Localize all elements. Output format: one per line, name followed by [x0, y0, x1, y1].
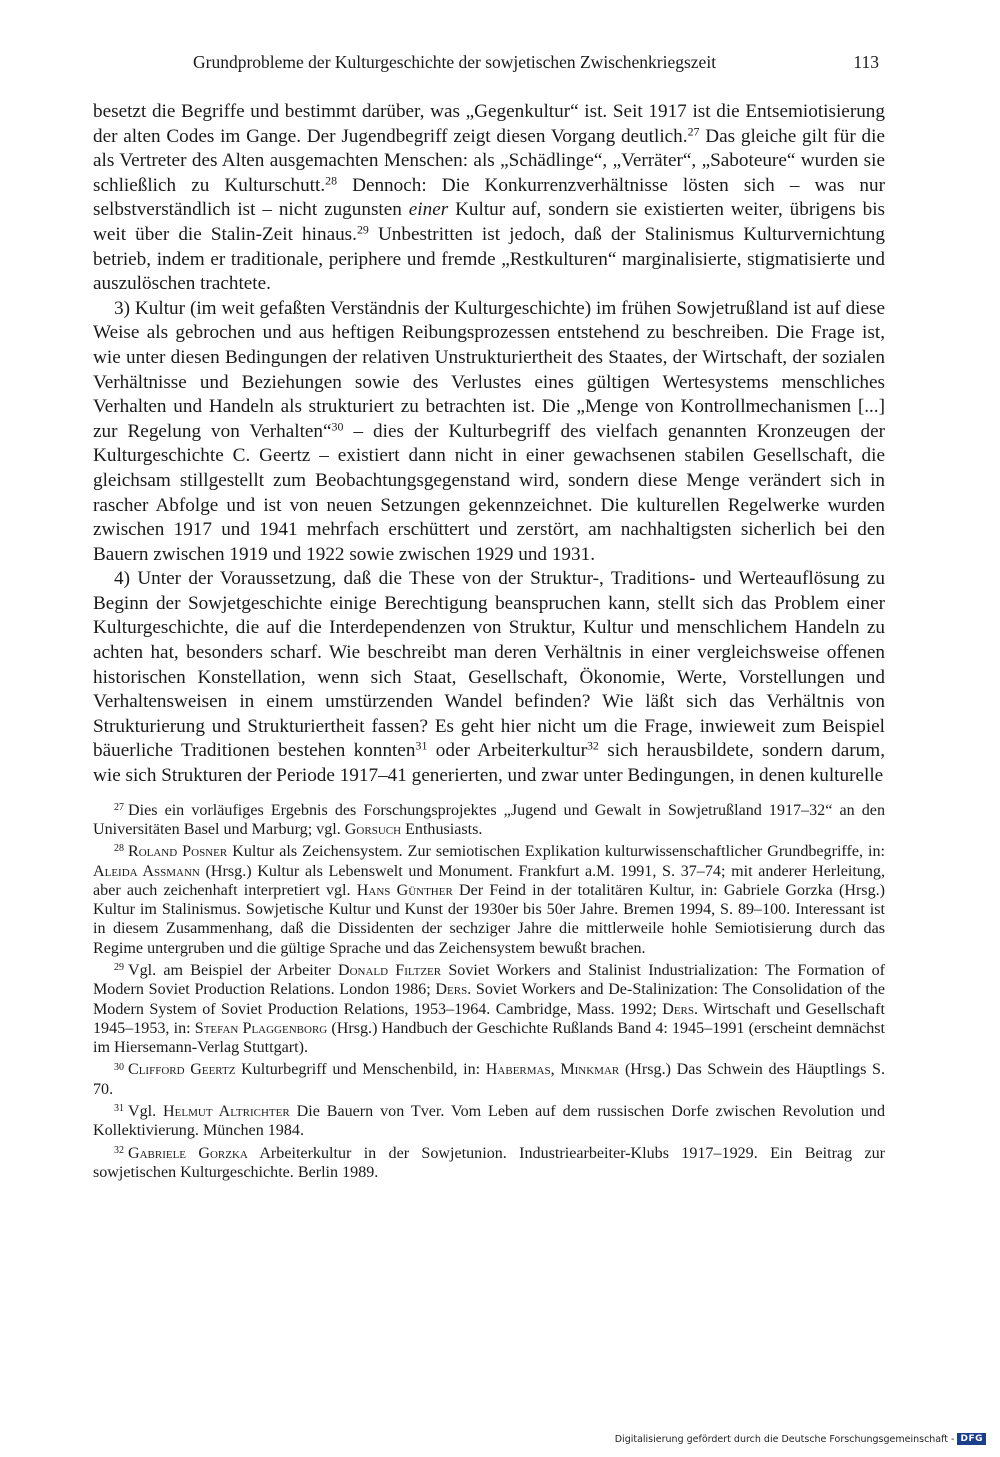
- text-run: Dennoch: Die Konkurrenzverhältnisse lösten sich – was nur selbstverständlich ist – nicht zugunsten: [93, 174, 885, 221]
- running-header: [93, 52, 885, 82]
- footnote-number: 27: [114, 801, 124, 813]
- footnote: [93, 1102, 885, 1141]
- text-run: Arbeiterkultur in der Sowjetunion. Industriearbeiter-Klubs 1917–1929. Ein Beitrag zur sowjetischen Kulturgeschichte. Berlin 1989.: [93, 1144, 885, 1181]
- text-run: 4) Unter der Voraussetzung, daß die These von der Struktur-, Traditions- und Werteauflösung zu Beginn der Sowjetgeschichte einige Berechtigung beanspruchen kann, stellt sich das Problem einer Kulturgeschichte, die auf die Interdependenzen von Struktur, Kultur und menschlichem Handeln zu achten hat, besonders scharf. Wie beschreibt man deren Verhältnis in einer vergleichsweise offenen historischen Konstellation, wenn sich Staat, Gesellschaft, Ökonomie, Werte, Vorstellungen und Verhaltensweisen in einem umstürzenden Wandel befinden? Wie läßt sich das Verhältnis von Strukturierung und Strukturiertheit fassen? Es geht hier nicht um die Frage, inwieweit zum Beispiel bäuerliche Traditionen bestehen konnten: [93, 568, 885, 762]
- text-run: besetzt die Begriffe und bestimmt darüber, was „Gegenkultur“ ist. Seit 1917 ist die Entsemiotisierung der alten Codes im Gange. Der Jugendbegriff zeigt diesen Vorgang deutlich.: [93, 101, 885, 147]
- footnotes: [93, 801, 885, 1183]
- body-text: [93, 100, 885, 789]
- author-name: Habermas, Minkmar: [485, 1061, 620, 1079]
- emphasis: einer: [408, 199, 449, 221]
- text-run: Unbestritten ist jedoch, daß der Stalinismus Kulturvernichtung betrieb, indem er traditionale, periphere und fremde „Restkulturen“ marginalisierte, stigmatisierte und auszulöschen trachtete.: [93, 223, 885, 295]
- footnote-number: 31: [114, 1103, 124, 1115]
- text-run: Wirtschaft und Gesellschaft 1945–1953, in:: [93, 1000, 885, 1037]
- dfg-logo: DFG: [957, 1433, 986, 1445]
- author-name: Donald Filtzer: [337, 962, 442, 979]
- text-run: Dies ein vorläufiges Ergebnis des Forschungsprojektes „Jugend und Gewalt in Sowjetrußland 1917–32“ an den Universitäten Basel und Marburg; vgl.: [93, 801, 885, 838]
- text-run: sich herausbildete, sondern darum, wie sich Strukturen der Periode 1917–41 generierten, und zwar unter Bedingungen, in denen kulturelle: [93, 740, 885, 787]
- text-run: oder Arbeiterkultur: [427, 740, 587, 762]
- text-run: Enthusiasts.: [401, 820, 483, 838]
- digitization-footer: [615, 1433, 986, 1445]
- text-run: Der Feind in der totalitären Kultur, in: Gabriele Gorzka (Hrsg.) Kultur im Stalinismus. Sowjetische Kultur und Kunst der 1930er bis 50er Jahre. Bremen 1994, S. 89–100. Interessant ist in diesem Zusammenhang, daß die Dissidenten der sechziger Jahre die mittlerweile hohle Semiotisierung durch das Regime untergruben und die gültige Sprache und das Zeichensystem bewußt brachen.: [93, 881, 886, 957]
- footnote-number: 29: [114, 962, 124, 974]
- body-paragraph: [93, 297, 885, 568]
- footnote-reference: 28: [325, 173, 338, 188]
- author-name: Stefan Plaggenborg: [194, 1019, 328, 1037]
- text-run: Soviet Workers and De-Stalinization: The Consolidation of the Modern System of Soviet Production Relations, 1953–1964. Cambridge, Mass. 1992;: [93, 981, 885, 1018]
- footnote-reference: 27: [687, 124, 700, 139]
- running-title: Grundprobleme der Kulturgeschichte der sowjetischen Zwischenkriegszeit: [193, 52, 717, 72]
- text-run: Das gleiche gilt für die als Vertreter des Alten ausgemachten Menschen: als „Schädlinge“, „Verräter“, „Saboteure“ wurden sie schließlich zu Kulturschutt.: [93, 125, 885, 196]
- text-run: (Hrsg.) Kultur als Lebenswelt und Monument. Frankfurt a.M. 1991, S. 37–74; mit anderer Herleitung, aber auch zeichenhaft interpretiert vgl.: [93, 862, 885, 899]
- author-name: Aleida Assmann: [93, 862, 200, 880]
- footnote-reference: 31: [415, 738, 428, 753]
- author-name: Hans Günther: [356, 881, 453, 899]
- text-run: (Hrsg.) Handbuch der Geschichte Rußlands Band 4: 1945–1991 (erscheint demnächst im Hiersemann-Verlag Stuttgart).: [93, 1019, 886, 1057]
- text-run: Vgl. am Beispiel der Arbeiter: [127, 962, 338, 979]
- footnote-reference: 29: [356, 222, 369, 237]
- footnote-number: 32: [114, 1144, 124, 1156]
- text-run: Die Bauern von Tver. Vom Leben auf dem russischen Dorfe zwischen Revolution und Kollektivierung. München 1984.: [93, 1103, 886, 1140]
- body-paragraph: [93, 567, 885, 788]
- text-run: Kulturbegriff und Menschenbild, in:: [235, 1061, 486, 1079]
- author-name: Ders.: [662, 1000, 699, 1018]
- author-name: Gabriele Gorzka: [127, 1144, 248, 1162]
- footnote-reference: 30: [331, 419, 344, 434]
- text-run: Kultur als Zeichensystem. Zur semiotischen Explikation kulturwissenschaftlicher Grundbegriffe, in:: [227, 843, 886, 861]
- author-name: Gorsuch: [344, 820, 402, 838]
- footnote-reference: 32: [586, 738, 599, 753]
- footnote: [93, 842, 885, 958]
- text-run: Soviet Workers and Stalinist Industrialization: The Formation of Modern Soviet Production Relations. London 1986;: [93, 962, 886, 999]
- author-name: Clifford Geertz: [127, 1061, 236, 1079]
- text-run: Vgl.: [127, 1103, 164, 1121]
- footnote: [93, 801, 885, 840]
- text-run: (Hrsg.) Das Schwein des Häuptlings S. 70.: [93, 1061, 886, 1098]
- text-run: Kultur auf, sondern sie existierten weiter, übrigens bis weit über die Stalin-Zeit hinaus.: [93, 199, 885, 245]
- footnote: [93, 1144, 885, 1183]
- footer-text: Digitalisierung gefördert durch die Deutsche Forschungsgemeinschaft -: [614, 1433, 955, 1445]
- page-number: 113: [853, 52, 879, 72]
- text-run: – dies der Kulturbegriff des vielfach genannten Kronzeugen der Kulturgeschichte C. Geertz – existiert dann nicht in einer gewachsenen stabilen Gesellschaft, die gleichsam stillgestellt zum Beobachtungsgegenstand wird, sondern diese Menge verändert sich in rascher Abfolge und ist von neuen Setzungen gekennzeichnet. Die kulturellen Regelwerke wurden zwischen 1917 und 1941 mehrfach erschüttert und zerstört, am nachhaltigsten sicherlich bei den Bauern zwischen 1919 und 1922 sowie zwischen 1929 und 1931.: [93, 420, 885, 565]
- author-name: Roland Posner: [127, 843, 228, 861]
- author-name: Helmut Altrichter: [163, 1103, 290, 1121]
- page: [93, 52, 885, 1185]
- footnote-number: 30: [114, 1061, 124, 1073]
- footnote-number: 28: [114, 843, 124, 855]
- footnote: [93, 961, 885, 1057]
- body-paragraph: [93, 100, 885, 297]
- footnote: [93, 1060, 885, 1099]
- text-run: 3) Kultur (im weit gefaßten Verständnis der Kulturgeschichte) im frühen Sowjetrußland ist auf diese Weise als gebrochen und aus heftigen Reibungsprozessen entstehend zu beschreiben. Die Frage ist, wie unter diesen Bedingungen der relativen Unstrukturiertheit des Staates, der Wirtschaft, der sozialen Verhältnisse und Beziehungen sowie des Verlustes eines gültigen Wertesystems menschliches Verhalten und Handeln als strukturiert zu betrachten ist. Die „Menge von Kontrollmechanismen [...] zur Regelung von Verhalten“: [93, 297, 885, 442]
- author-name: Ders.: [435, 981, 472, 999]
